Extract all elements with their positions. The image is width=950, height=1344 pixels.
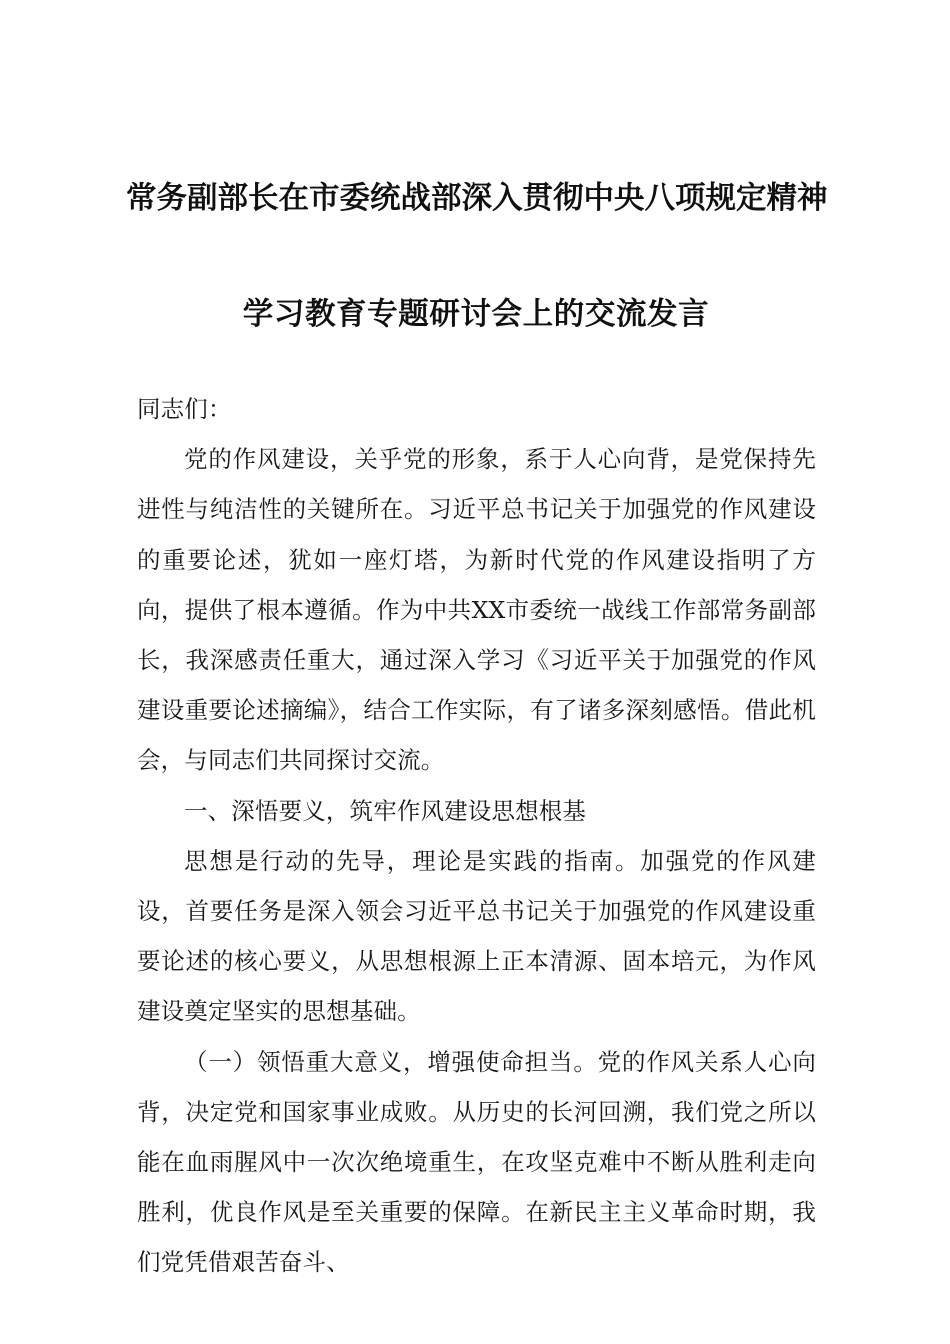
body-paragraph-1: 党的作风建设，关乎党的形象，系于人心向背，是党保持先进性与纯洁性的关键所在。习近平总书记关于加强党的作风建设的重要论述，犹如一座灯塔，为新时代党的作风建设指明了方向，提供了根本遵循。作为中共XX市委统一战线工作部常务副部长，我深感责任重大，通过深入学习《习近平关于加强党的作风建设重要论述摘编》，结合工作实际，有了诸多深刻感悟。借此机会，与同志们共同探讨交流。 [137,445,816,775]
salutation: 同志们： [137,395,232,423]
body-paragraph-3: （一）领悟重大意义，增强使命担当。党的作风关系人心向背，决定党和国家事业成败。从历史的长河回溯，我们党之所以能在血雨腥风中一次次绝境重生，在攻坚克难中不断从胜利走向胜利，优良作风是至关重要的保障。在新民主主义革命时期，我们党凭借艰苦奋斗、 [137,1047,816,1277]
document-title-line-2: 学习教育专题研讨会上的交流发言 [242,296,710,332]
section-heading-1: 一、深悟要义，筑牢作风建设思想根基 [184,796,587,825]
document-title-line-1: 常务副部长在市委统战部深入贯彻中央八项规定精神 [126,180,828,216]
document-title [126,140,826,372]
document-body [137,384,816,1288]
body-paragraph-2: 思想是行动的先导，理论是实践的指南。加强党的作风建设，首要任务是深入领会习近平总书记关于加强党的作风建设重要论述的核心要义，从思想根源上正本清源、固本培元，为作风建设奠定坚实的思想基础。 [137,846,816,1026]
